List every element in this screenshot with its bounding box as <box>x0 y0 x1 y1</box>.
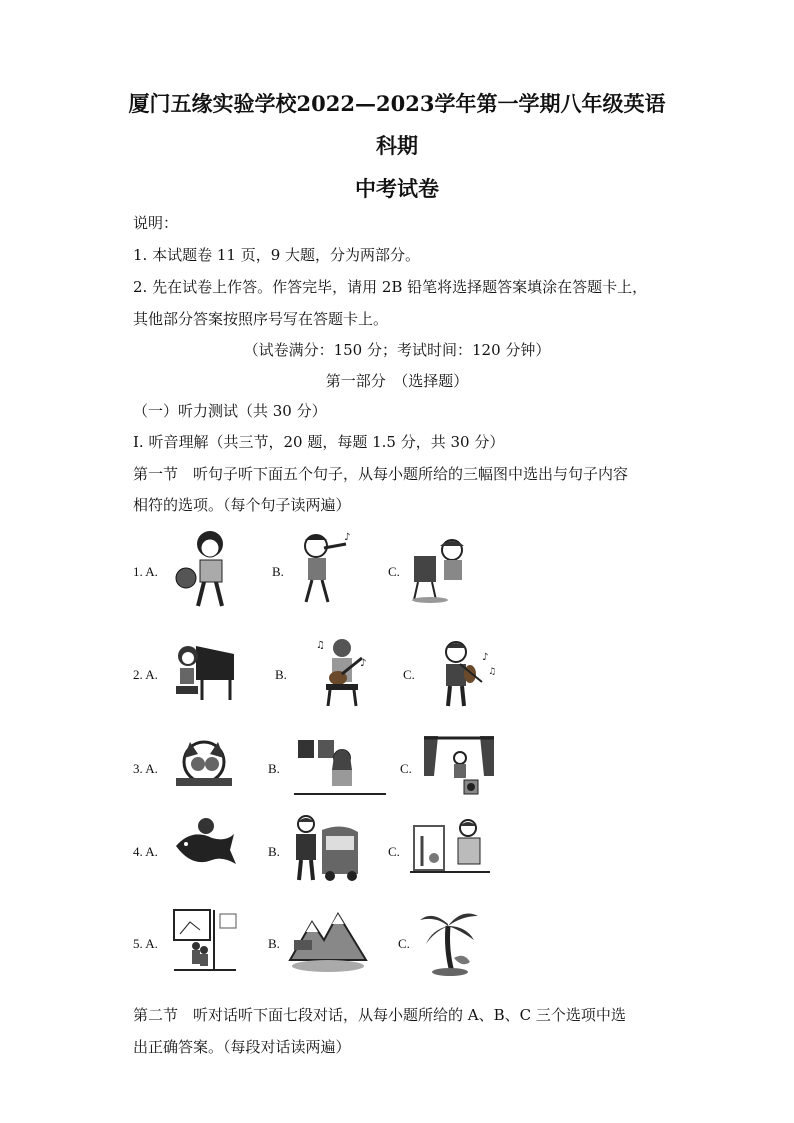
section1-instruction-b: 相符的选项。（每个句子读两遍） <box>133 496 351 514</box>
q4-option-a-label: 4. A. <box>133 844 158 859</box>
svg-text:♫: ♫ <box>488 667 497 677</box>
q2-option-a-label: 2. A. <box>133 667 158 682</box>
man-bus-icon <box>290 814 362 882</box>
svg-text:♪: ♪ <box>482 652 489 663</box>
scientist-lab-icon <box>410 818 490 878</box>
q4-option-b-label: B. <box>268 844 280 859</box>
q3-option-a-label: 3. A. <box>133 761 158 776</box>
man-guitar-icon <box>312 636 374 708</box>
q5-option-a-label: 5. A. <box>133 936 158 951</box>
listening-heading: （一）听力测试（共 30 分） <box>133 402 327 420</box>
mountain-lake-icon <box>288 910 368 974</box>
classroom-teacher-icon <box>170 906 240 974</box>
girl-piano-icon <box>172 640 238 702</box>
stage-robot-icon <box>424 736 494 798</box>
q5-option-b-label: B. <box>268 936 280 951</box>
woman-news-desk-icon <box>294 736 386 798</box>
exam-title-line3: 中考试卷 <box>355 176 439 201</box>
q4-option-c-label: C. <box>388 844 400 859</box>
section2-instruction-b: 出正确答案。（每段对话读两遍） <box>133 1038 351 1056</box>
section1-instruction-a: 第一节 听句子听下面五个句子，从每小题所给的三幅图中选出与句子内容 <box>133 465 629 483</box>
exam-title-line1: 厦门五缘实验学校2022—2023学年第一学期八年级英语 <box>128 91 666 116</box>
instruction-item-2a: 2. 先在试卷上作答。作答完毕，请用 2B 铅笔将选择题答案填涂在答题卡上， <box>133 278 648 296</box>
painter-easel-icon <box>408 536 474 604</box>
palm-tree-beach-icon <box>418 906 482 978</box>
part1-title: 第一部分 （选择题） <box>325 372 469 390</box>
section2-instruction-a: 第二节 听对话听下面七段对话，从每小题所给的 A、B、C 三个选项中选 <box>133 1006 626 1024</box>
cartoon-cat-mouse-icon <box>170 738 238 790</box>
q1-option-c-label: C. <box>388 564 400 579</box>
q2-option-b-label: B. <box>275 667 287 682</box>
instruction-item-2b: 其他部分答案按照序号写在答题卡上。 <box>133 310 389 328</box>
score-time-note: （试卷满分：150 分；考试时间：120 分钟） <box>243 341 551 359</box>
man-violin-icon <box>436 640 498 708</box>
q3-option-b-label: B. <box>268 761 280 776</box>
boy-basketball-icon <box>172 528 242 610</box>
section-I-heading: Ⅰ. 听音理解（共三节，20 题，每题 1.5 分，共 30 分） <box>133 433 505 451</box>
boy-trumpet-icon <box>294 530 358 606</box>
exam-title-line2: 科期 <box>376 133 418 158</box>
instruction-item-1: 1. 本试题卷 11 页，9 大题，分为两部分。 <box>133 246 421 264</box>
q1-option-a-label: 1. A. <box>133 564 158 579</box>
svg-text:♪: ♪ <box>360 658 367 669</box>
girl-fish-icon <box>172 816 238 870</box>
q1-option-b-label: B. <box>272 564 284 579</box>
svg-text:♫: ♫ <box>316 640 325 651</box>
svg-text:♪: ♪ <box>344 532 351 543</box>
instructions-heading: 说明： <box>133 214 179 232</box>
q3-option-c-label: C. <box>400 761 412 776</box>
q2-option-c-label: C. <box>403 667 415 682</box>
q5-option-c-label: C. <box>398 936 410 951</box>
